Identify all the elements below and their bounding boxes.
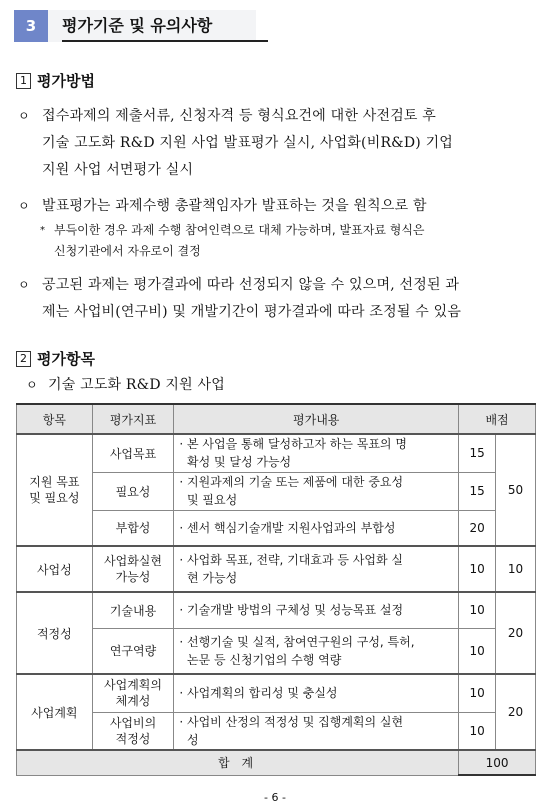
section-header [14, 10, 256, 42]
items-heading-label: 평가항목 [37, 350, 95, 368]
indicator-cell: 사업화실현 가능성 [92, 546, 174, 592]
content-cell: · 기술개발 방법의 구체성 및 성능목표 설정 [174, 592, 459, 628]
score-cell: 10 [459, 628, 496, 674]
score-cell: 15 [459, 434, 496, 472]
items-heading [16, 348, 95, 369]
content-cell: · 센서 핵심기술개발 지원사업과의 부합성 [174, 510, 459, 546]
indicator-cell: 부합성 [92, 510, 174, 546]
category-cell: 사업성 [17, 546, 93, 592]
score-cell: 20 [459, 510, 496, 546]
items-sub-label-text: 기술 고도화 R&D 지원 사업 [48, 377, 225, 393]
indicator-cell: 기술내용 [92, 592, 174, 628]
table-row [17, 592, 536, 628]
method-number-box: 1 [16, 73, 31, 89]
total-cell: 20 [496, 592, 536, 674]
items-number-box: 2 [16, 351, 31, 367]
method-item-1-line-3: 지원 사업 서면평가 실시 [42, 162, 194, 178]
method-item-1-line-2: 기술 고도화 R&D 지원 사업 발표평가 실시, 사업화(비R&D) 기업 [42, 135, 454, 151]
total-cell: 10 [496, 546, 536, 592]
header-content: 평가내용 [174, 404, 459, 434]
table-row [17, 674, 536, 712]
score-cell: 10 [459, 592, 496, 628]
total-cell: 50 [496, 434, 536, 546]
table-row [17, 712, 536, 750]
method-item-3-line-2: 제는 사업비(연구비) 및 개발기간이 평가결과에 따라 조정될 수 있음 [42, 304, 462, 320]
score-cell: 10 [459, 712, 496, 750]
indicator-cell: 사업계획의 체계성 [92, 674, 174, 712]
content-cell: · 사업화 목표, 전략, 기대효과 등 사업화 실 현 가능성 [174, 546, 459, 592]
section-underline [62, 40, 268, 42]
content-cell: · 본 사업을 통해 달성하고자 하는 목표의 명 확성 및 달성 가능성 [174, 434, 459, 472]
indicator-cell: 필요성 [92, 472, 174, 510]
sum-label: 합 계 [17, 750, 459, 775]
note-line-2: 신청기관에서 자유로이 결정 [54, 244, 201, 258]
header-indicator: 평가지표 [92, 404, 174, 434]
method-item-2 [18, 193, 427, 220]
section-title: 평가기준 및 유의사항 [62, 16, 213, 35]
table-row [17, 472, 536, 510]
bullet-icon: ㅇ [18, 278, 30, 292]
header-category: 항목 [17, 404, 93, 434]
total-cell: 20 [496, 674, 536, 750]
indicator-cell: 연구역량 [92, 628, 174, 674]
content-cell: · 선행기술 및 실적, 참여연구원의 구성, 특허, 논문 등 신청기업의 수행 역량 [174, 628, 459, 674]
category-cell: 사업계획 [17, 674, 93, 750]
score-cell: 10 [459, 546, 496, 592]
note-mark: * [40, 225, 45, 236]
indicator-cell: 사업비의 적정성 [92, 712, 174, 750]
header-score: 배점 [459, 404, 536, 434]
content-cell: · 사업계획의 합리성 및 충실성 [174, 674, 459, 712]
table-row [17, 546, 536, 592]
sum-value: 100 [459, 750, 536, 775]
bullet-icon: ㅇ [26, 378, 38, 392]
note-line-1: 부득이한 경우 과제 수행 참여인력으로 대체 가능하며, 발표자료 형식은 [54, 223, 425, 237]
table-row [17, 510, 536, 546]
method-item-3-line-1: 공고된 과제는 평가결과에 따라 선정되지 않을 수 있으며, 선정된 과 [42, 277, 460, 293]
method-item-2-line-1: 발표평가는 과제수행 총괄책임자가 발표하는 것을 원칙으로 함 [42, 198, 427, 214]
method-heading [16, 70, 95, 91]
indicator-cell: 사업목표 [92, 434, 174, 472]
method-item-1 [18, 103, 453, 184]
category-cell: 적정성 [17, 592, 93, 674]
score-cell: 10 [459, 674, 496, 712]
section-number: 3 [14, 10, 48, 42]
table-row [17, 434, 536, 472]
content-cell: · 사업비 산정의 적정성 및 집행계획의 실현 성 [174, 712, 459, 750]
table-row [17, 628, 536, 674]
method-item-1-line-1: 접수과제의 제출서류, 신청자격 등 형식요건에 대한 사전검토 후 [42, 108, 437, 124]
sum-row [17, 750, 536, 775]
bullet-icon: ㅇ [18, 199, 30, 213]
category-cell: 지원 목표 및 필요성 [17, 434, 93, 546]
method-heading-label: 평가방법 [37, 72, 95, 90]
score-cell: 15 [459, 472, 496, 510]
method-item-3 [18, 272, 461, 326]
method-note [40, 220, 425, 262]
content-cell: · 지원과제의 기술 또는 제품에 대한 중요성 및 필요성 [174, 472, 459, 510]
evaluation-table [16, 403, 536, 776]
items-sub-label [26, 372, 225, 399]
page-number: - 6 - [264, 791, 286, 804]
bullet-icon: ㅇ [18, 109, 30, 123]
